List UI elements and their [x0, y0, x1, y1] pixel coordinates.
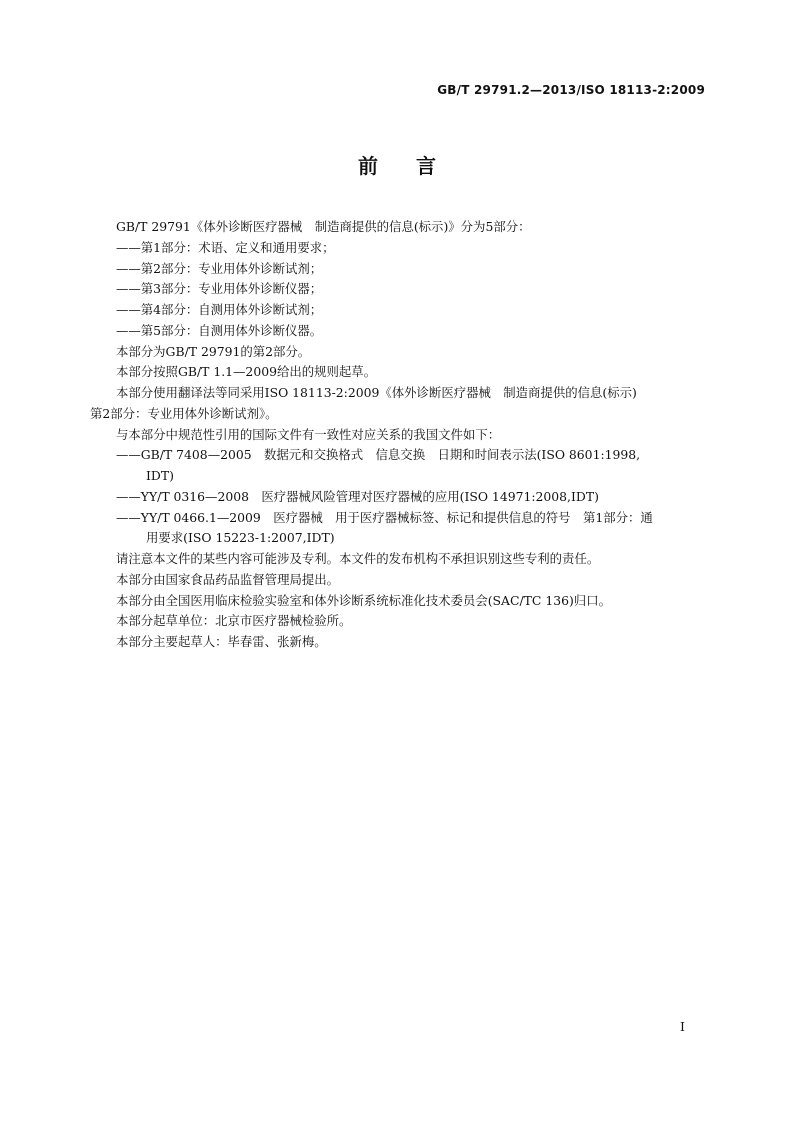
part-list-item-5: ——第5部分：自测用体外诊断仪器。	[116, 322, 323, 338]
translation-paragraph: 本部分使用翻译法等同采用ISO 18113-2:2009《体外诊断医疗器械 制造商提供的信息(标示)	[116, 385, 637, 400]
standard-number-header: GB/T 29791.2—2013/ISO 18113-2:2009	[437, 83, 705, 97]
reference-item-3: ——YY/T 0466.1—2009 医疗器械 用于医疗器械标签、标记和提供信息的符号 第1部分：通	[116, 509, 653, 525]
part-list-item-4: ——第4部分：自测用体外诊断试剂；	[116, 302, 323, 317]
drafters-paragraph: 本部分主要起草人：毕春雷、张新梅。	[116, 634, 327, 649]
reference-item-2: ——YY/T 0316—2008 医疗器械风险管理对医疗器械的应用(ISO 14971:2008,IDT)	[116, 488, 599, 504]
reference-item-3-continued: 用要求(ISO 15223-1:2007,IDT)	[146, 530, 335, 546]
proposed-by-paragraph: 本部分由国家食品药品监督管理局提出。	[116, 571, 340, 587]
part-list-item-3: ——第3部分：专业用体外诊断仪器；	[116, 281, 323, 297]
drafting-rules-paragraph: 本部分按照GB/T 1.1—2009给出的规则起草。	[116, 364, 377, 380]
page-title: 前言	[358, 154, 474, 178]
this-part-paragraph: 本部分为GB/T 29791的第2部分。	[116, 343, 311, 359]
drafting-unit-paragraph: 本部分起草单位：北京市医疗器械检验所。	[116, 613, 352, 629]
intro-paragraph: GB/T 29791《体外诊断医疗器械 制造商提供的信息(标示)》分为5部分：	[116, 219, 531, 234]
foreword-body	[90, 217, 706, 653]
part-list-item-2: ——第2部分：专业用体外诊断试剂；	[116, 260, 323, 276]
page-number: I	[680, 1019, 685, 1034]
translation-paragraph-continued: 第2部分：专业用体外诊断试剂》。	[90, 405, 278, 421]
centralized-by-paragraph: 本部分由全国医用临床检验实验室和体外诊断系统标准化技术委员会(SAC/TC 136)归口。	[116, 592, 611, 608]
correspondence-intro-paragraph: 与本部分中规范性引用的国际文件有一致性对应关系的我国文件如下：	[116, 426, 501, 442]
reference-item-1: ——GB/T 7408—2005 数据元和交换格式 信息交换 日期和时间表示法(ISO 8601:1998,	[116, 447, 641, 463]
patent-notice-paragraph: 请注意本文件的某些内容可能涉及专利。本文件的发布机构不承担识别这些专利的责任。	[116, 551, 600, 566]
part-list-item-1: ——第1部分：术语、定义和通用要求；	[116, 239, 335, 255]
reference-item-1-continued: IDT)	[146, 468, 174, 483]
